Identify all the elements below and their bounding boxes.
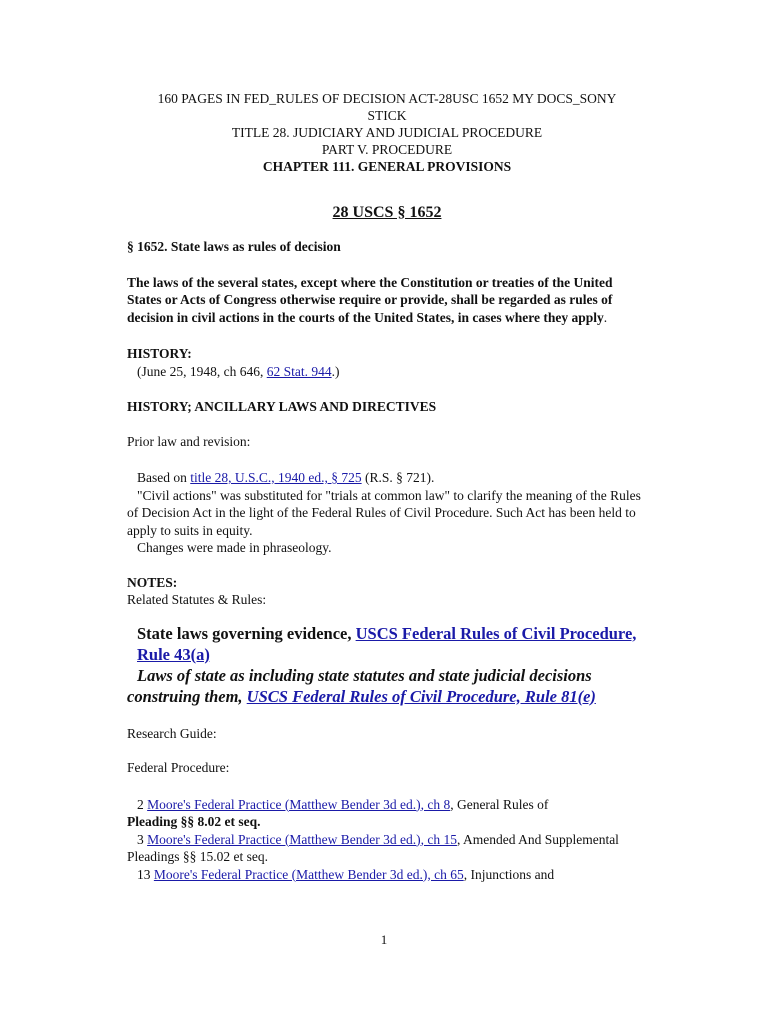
rule-43a-entry <box>127 623 647 665</box>
ref-ch65 <box>127 866 647 884</box>
rule-81e-entry <box>127 665 647 707</box>
ref-ch8-link[interactable]: Moore's Federal Practice (Matthew Bender 3d ed.), ch 8 <box>147 796 451 812</box>
history-line <box>127 363 647 381</box>
ref-ch8 <box>127 796 647 814</box>
phraseology-line: Changes were made in phraseology. <box>137 540 332 555</box>
header-line-1: 160 PAGES IN FED_RULES OF DECISION ACT-28USC 1652 MY DOCS_SONY <box>157 91 617 106</box>
history-prefix: (June 25, 1948, ch 646, <box>137 363 267 379</box>
ref-ch15-num: 3 <box>137 831 148 847</box>
ref-ch15-text: , Amended And Supplemental Pleadings §§ 15.02 et seq. <box>127 831 619 864</box>
ref-ch15 <box>127 831 647 866</box>
section-heading: § 1652. State laws as rules of decision <box>127 239 341 254</box>
ref-ch65-link[interactable]: Moore's Federal Practice (Matthew Bender 3d ed.), ch 65 <box>153 866 464 882</box>
prior-law-heading: Prior law and revision: <box>127 433 251 449</box>
based-on-line <box>127 469 647 487</box>
rule-81e-prefix: Laws of state as including state statutes and state judicial decisions construing them, <box>127 665 592 706</box>
notes-heading: NOTES: <box>127 574 178 590</box>
header-chapter: CHAPTER 111. GENERAL PROVISIONS <box>262 159 512 174</box>
statute-text: The laws of the several states, except where the Constitution or treaties of the United States or Acts of Congress otherwise require or provide, shall be regarded as rules of decision in civil actions in the courts of the United States, in cases where they apply <box>127 274 613 325</box>
ancillary-heading: HISTORY; ANCILLARY LAWS AND DIRECTIVES <box>127 399 437 414</box>
ref-ch65-text: , Injunctions and <box>463 866 555 882</box>
ref-ch15-link[interactable]: Moore's Federal Practice (Matthew Bender 3d ed.), ch 15 <box>147 831 457 847</box>
federal-procedure-heading: Federal Procedure: <box>127 760 230 775</box>
based-on-prefix: Based on <box>137 470 191 485</box>
history-suffix: .) <box>331 363 340 379</box>
based-on-suffix: (R.S. § 721). <box>361 470 435 485</box>
header-title: TITLE 28. JUDICIARY AND JUDICIAL PROCEDURE <box>231 125 543 140</box>
civil-actions-paragraph: "Civil actions" was substituted for "trials at common law" to clarify the meaning of the Rules of Decision Act in the light of the Federal Rules of Civil Procedure. Such Act has been held to apply to suits in equity. <box>127 487 641 538</box>
title-28-link[interactable]: title 28, U.S.C., 1940 ed., § 725 <box>190 470 362 485</box>
statute-paragraph <box>127 274 647 327</box>
statute-period: . <box>603 309 608 325</box>
stat-944-link[interactable]: 62 Stat. 944 <box>266 363 332 379</box>
section-title: 28 USCS § 1652 <box>332 204 442 221</box>
research-guide-heading: Research Guide: <box>127 725 217 741</box>
rule-43a-link[interactable]: USCS Federal Rules of Civil Procedure, Rule 43(a) <box>137 623 637 664</box>
notes-subheading: Related Statutes & Rules: <box>127 592 267 607</box>
history-heading: HISTORY: <box>127 346 192 361</box>
ref-ch8-text: , General Rules of <box>450 796 549 812</box>
ref-ch8-bold: Pleading §§ 8.02 et seq. <box>127 814 261 829</box>
ref-ch65-num: 13 <box>137 866 154 882</box>
ref-ch8-num: 2 <box>137 796 148 812</box>
rule-43a-prefix: State laws governing evidence, <box>137 623 356 643</box>
header-part: PART V. PROCEDURE <box>321 142 453 157</box>
page-number: 1 <box>380 932 388 947</box>
header-line-2: STICK <box>367 108 407 123</box>
document-page <box>127 90 647 883</box>
rule-81e-link[interactable]: USCS Federal Rules of Civil Procedure, Rule 81(e) <box>246 686 596 706</box>
